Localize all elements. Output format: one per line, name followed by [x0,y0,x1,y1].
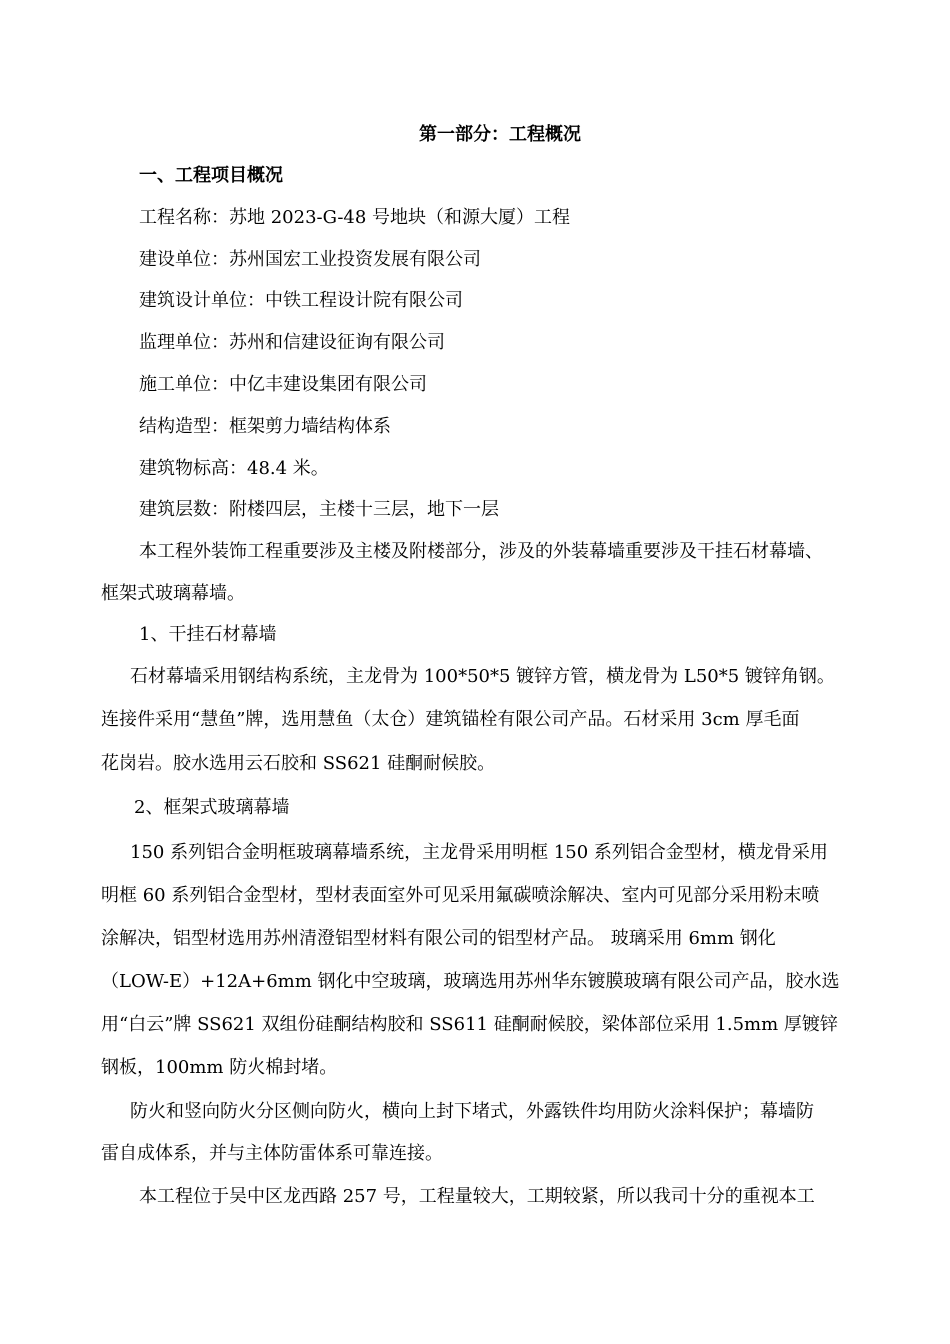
project-name: 工程名称：苏地 2023-G-48 号地块（和源大厦）工程 [139,207,571,228]
subsection-2-line-1: 150 系列铝合金明框玻璃幕墙系统，主龙骨采用明框 150 系列铝合金型材，横龙骨采用 [130,842,828,863]
subsection-2-line-4: （LOW-E）+12A+6mm 钢化中空玻璃，玻璃选用苏州华东镀膜玻璃有限公司产品，胶水选 [101,971,840,992]
intro-line-2: 框架式玻璃幕墙。 [101,583,245,604]
subsection-1-heading: 1、干挂石材幕墙 [139,624,277,645]
subsection-2-line-2: 明框 60 系列铝合金型材，型材表面室外可见采用氟碳喷涂解决、室内可见部分采用粉末喷 [101,885,820,906]
subsection-1-line-1: 石材幕墙采用钢结构系统，主龙骨为 100*50*5 镀锌方管，横龙骨为 L50*5 镀锌角钢。 [130,666,835,687]
page-title: 第一部分：工程概况 [419,124,581,145]
developer: 建设单位：苏州国宏工业投资发展有限公司 [139,249,481,270]
structure-type: 结构造型：框架剪力墙结构体系 [139,416,391,437]
subsection-2-line-5: 用“白云”牌 SS621 双组份硅酮结构胶和 SS611 硅酮耐候胶，梁体部位采用 1.5mm 厚镀锌 [101,1014,838,1035]
design-unit: 建筑设计单位：中铁工程设计院有限公司 [139,290,463,311]
section-heading: 一、工程项目概况 [139,165,283,186]
subsection-1-line-2: 连接件采用“慧鱼”牌，选用慧鱼（太仓）建筑锚栓有限公司产品。石材采用 3cm 厚毛面 [101,709,800,730]
subsection-2-line-3: 涂解决，铝型材选用苏州清澄铝型材料有限公司的铝型材产品。 玻璃采用 6mm 钢化 [101,928,776,949]
intro-line-1: 本工程外装饰工程重要涉及主楼及附楼部分，涉及的外装幕墙重要涉及干挂石材幕墙、 [139,541,823,562]
building-height: 建筑物标高：48.4 米。 [139,458,329,479]
subsection-2-line-6: 钢板，100mm 防火棉封堵。 [101,1057,338,1078]
supervision-unit: 监理单位：苏州和信建设征询有限公司 [139,332,445,353]
closing-line: 本工程位于吴中区龙西路 257 号，工程量较大，工期较紧，所以我司十分的重视本工 [139,1186,815,1207]
construction-unit: 施工单位：中亿丰建设集团有限公司 [139,374,427,395]
subsection-2-heading: 2、框架式玻璃幕墙 [134,797,290,818]
fire-protection-line-1: 防火和竖向防火分区侧向防火，横向上封下堵式，外露铁件均用防火涂料保护；幕墙防 [130,1101,814,1122]
fire-protection-line-2: 雷自成体系，并与主体防雷体系可靠连接。 [101,1143,443,1164]
building-floors: 建筑层数：附楼四层，主楼十三层，地下一层 [139,499,499,520]
subsection-1-line-3: 花岗岩。胶水选用云石胶和 SS621 硅酮耐候胶。 [101,753,496,774]
